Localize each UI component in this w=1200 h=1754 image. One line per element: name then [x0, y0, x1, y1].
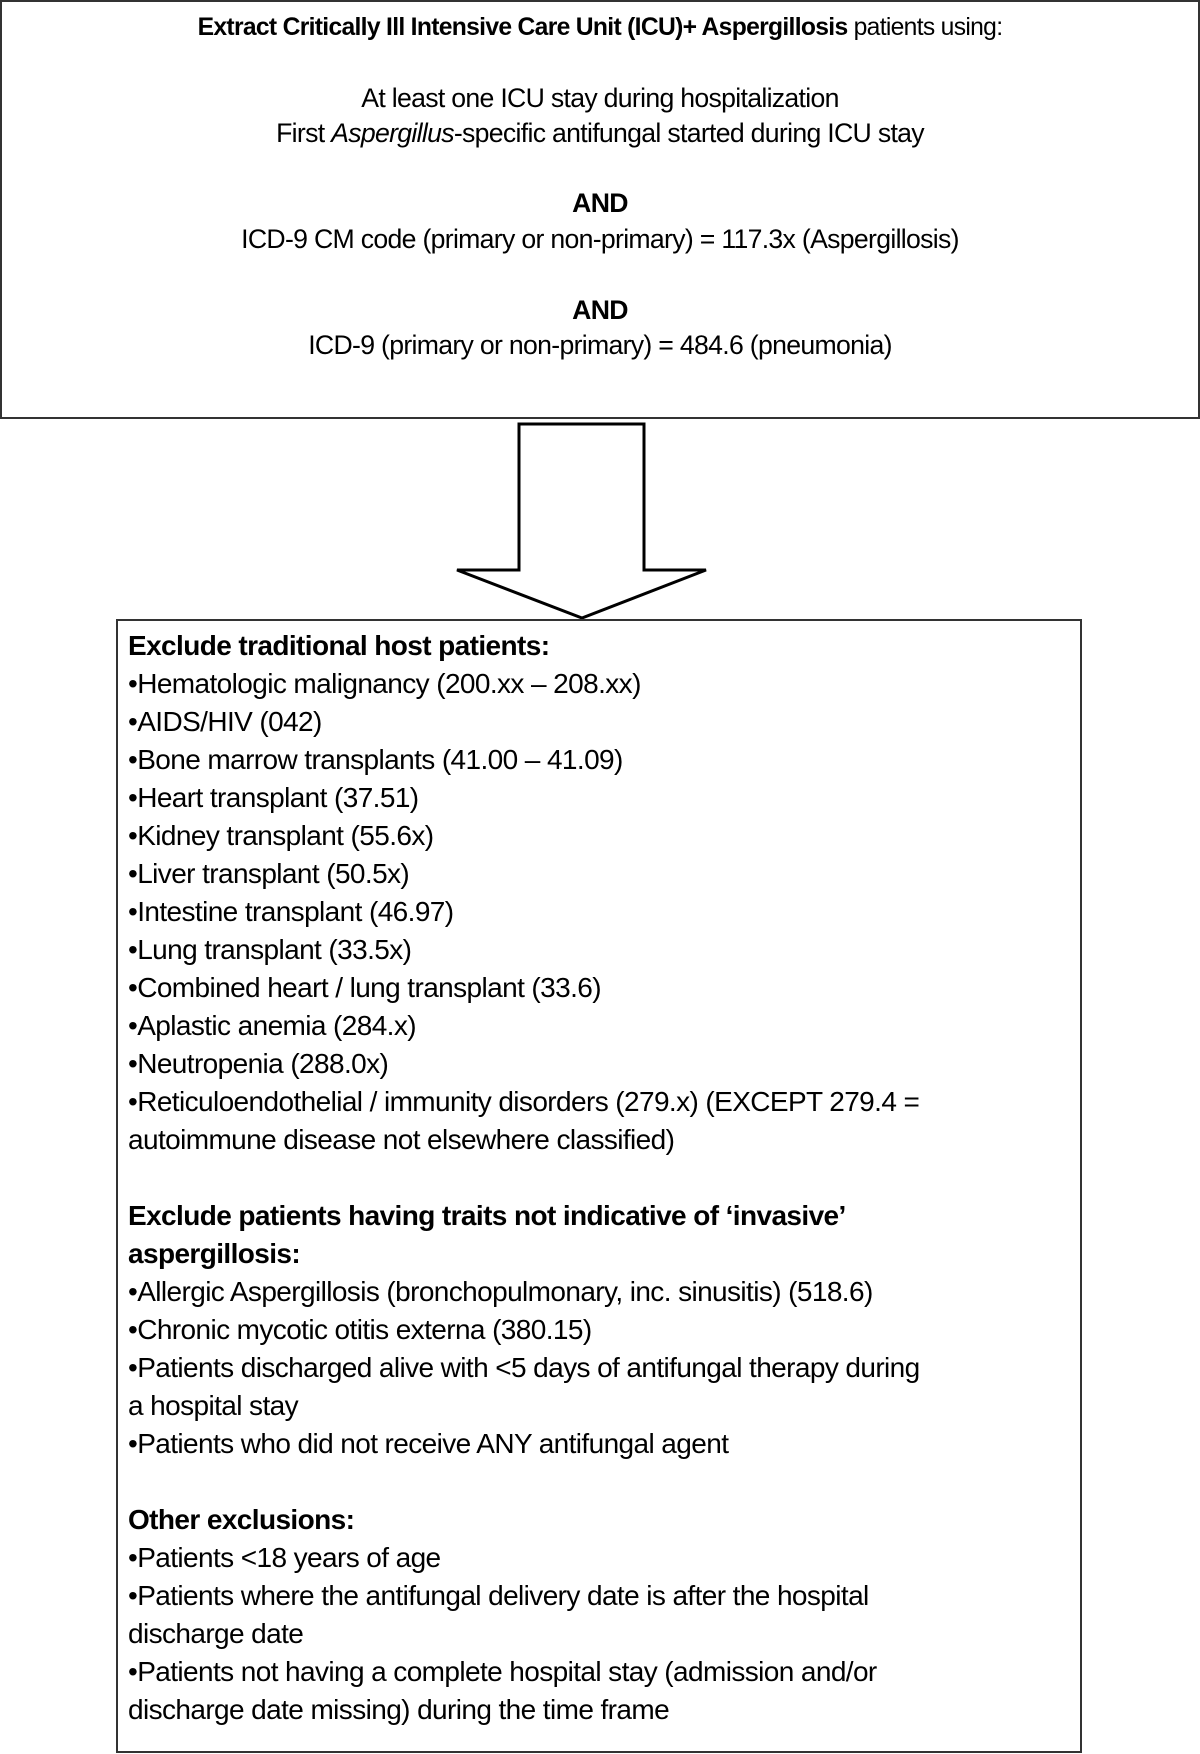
list-item: •Aplastic anemia (284.x): [128, 1010, 416, 1041]
list-item: •Chronic mycotic otitis externa (380.15): [128, 1314, 592, 1345]
list-item: •Reticuloendothelial / immunity disorders (279.x) (EXCEPT 279.4 =: [128, 1086, 920, 1117]
list-item: •Liver transplant (50.5x): [128, 858, 410, 889]
down-arrow-shape: [457, 424, 706, 618]
list-item-continuation: autoimmune disease not elsewhere classified): [128, 1124, 675, 1155]
list-item: •Kidney transplant (55.6x): [128, 820, 434, 851]
section-heading-other: Other exclusions:: [128, 1504, 355, 1535]
section-heading-not-invasive: Exclude patients having traits not indicative of ‘invasive’: [128, 1200, 846, 1231]
list-item: •Hematologic malignancy (200.xx – 208.xx): [128, 668, 641, 699]
criteria-and-1: AND: [572, 188, 628, 218]
list-item: •Intestine transplant (46.97): [128, 896, 454, 927]
list-item: •Neutropenia (288.0x): [128, 1048, 389, 1079]
criteria-title-rest: patients using:: [847, 13, 1003, 41]
list-item: •Allergic Aspergillosis (bronchopulmonary, inc. sinusitis) (518.6): [128, 1276, 873, 1307]
criteria-and-2: AND: [572, 295, 628, 325]
exclusion-criteria-box: [116, 619, 1082, 1753]
inclusion-criteria-box: [0, 0, 1200, 419]
list-item: •Bone marrow transplants (41.00 – 41.09): [128, 744, 623, 775]
section-heading-traditional-host: Exclude traditional host patients:: [128, 630, 550, 661]
criteria-line-antifungal-post: -specific antifungal started during ICU stay: [453, 118, 924, 148]
criteria-title: [10, 8, 1190, 46]
list-item-continuation: a hospital stay: [128, 1390, 298, 1421]
list-item-continuation: discharge date missing) during the time frame: [128, 1694, 670, 1725]
list-item: •Heart transplant (37.51): [128, 782, 419, 813]
list-item: •Patients discharged alive with <5 days of antifungal therapy during: [128, 1352, 920, 1383]
criteria-line-antifungal: [10, 114, 1190, 152]
list-item: •Patients not having a complete hospital stay (admission and/or: [128, 1656, 877, 1687]
list-item: •Lung transplant (33.5x): [128, 934, 412, 965]
list-item: •AIDS/HIV (042): [128, 706, 322, 737]
list-item: •Patients who did not receive ANY antifungal agent: [128, 1428, 729, 1459]
list-item: •Patients <18 years of age: [128, 1542, 441, 1573]
list-item: •Patients where the antifungal delivery date is after the hospital: [128, 1580, 869, 1611]
list-item: •Combined heart / lung transplant (33.6): [128, 972, 601, 1003]
criteria-line-antifungal-pre: First: [276, 118, 332, 148]
criteria-title-bold: Extract Critically Ill Intensive Care Unit (ICU)+ Aspergillosis: [197, 13, 848, 41]
criteria-line-antifungal-italic: Aspergillus: [331, 118, 454, 148]
criteria-line-icd9-cm: ICD-9 CM code (primary or non-primary) = 117.3x (Aspergillosis): [241, 224, 959, 254]
list-item-continuation: discharge date: [128, 1618, 304, 1649]
criteria-line-icu-stay: At least one ICU stay during hospitalization: [361, 83, 839, 113]
section-heading-not-invasive-cont: aspergillosis:: [128, 1238, 301, 1269]
criteria-line-icd9-pneumonia: ICD-9 (primary or non-primary) = 484.6 (pneumonia): [308, 330, 892, 360]
